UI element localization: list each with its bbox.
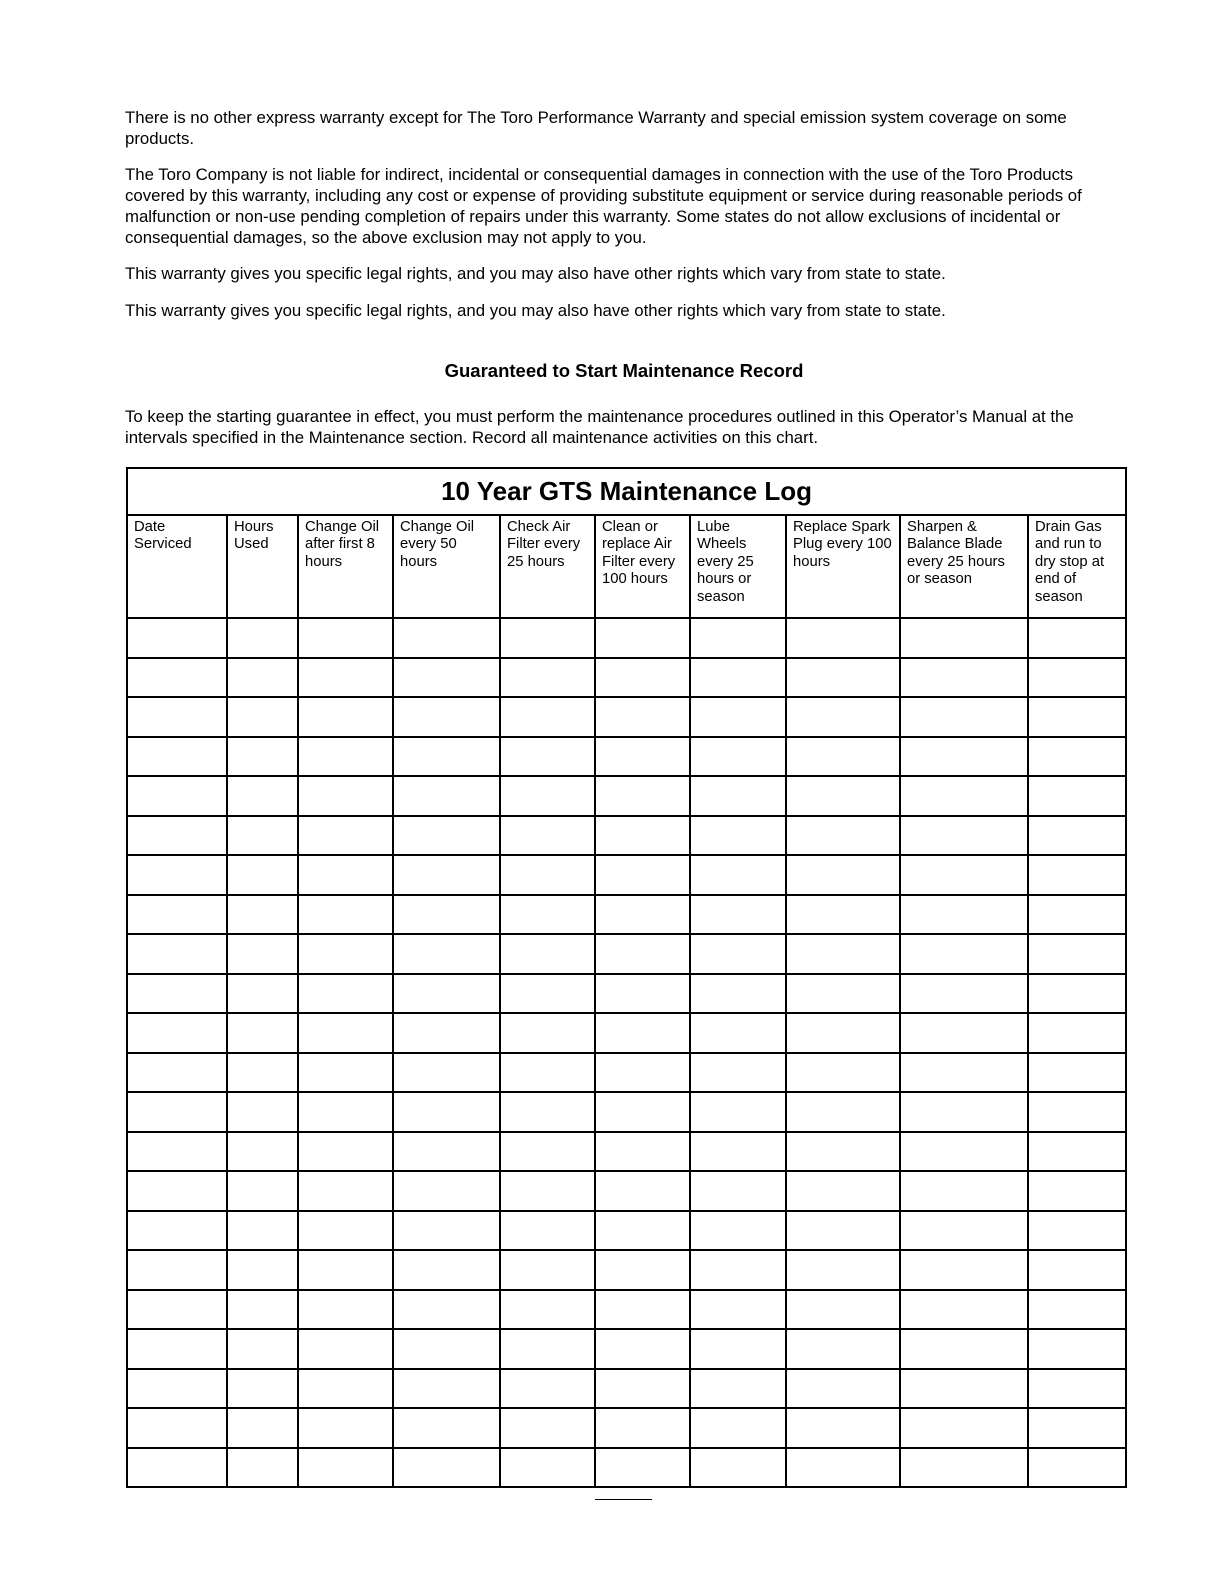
table-row — [127, 934, 1126, 974]
log-entry-cell[interactable] — [1028, 1171, 1126, 1211]
table-row — [127, 1250, 1126, 1290]
log-entry-cell[interactable] — [900, 895, 1028, 935]
log-entry-cell[interactable] — [900, 1250, 1028, 1290]
log-entry-cell[interactable] — [1028, 1250, 1126, 1290]
log-entry-cell[interactable] — [690, 1250, 786, 1290]
log-entry-cell[interactable] — [786, 816, 900, 856]
log-entry-cell[interactable] — [127, 737, 227, 777]
log-entry-cell[interactable] — [127, 697, 227, 737]
warranty-paragraph-liability: The Toro Company is not liable for indirect, incidental or consequential damages in connection with the use of the Toro Products covered by this warranty, including any cost or expense of providing substitute equipment or service during reasonable periods of malfunction or non-use pending completion of repairs under this warranty. Some states do not allow exclusions of incidental or consequential damages, so the above exclusion may not apply to you. — [125, 165, 1082, 247]
log-entry-cell[interactable] — [786, 737, 900, 777]
log-entry-cell[interactable] — [227, 658, 298, 698]
log-entry-cell[interactable] — [1028, 776, 1126, 816]
log-entry-cell[interactable] — [900, 1369, 1028, 1409]
log-entry-cell[interactable] — [393, 1053, 500, 1093]
log-entry-cell[interactable] — [786, 1250, 900, 1290]
log-title: 10 Year GTS Maintenance Log — [127, 468, 1126, 515]
log-entry-cell[interactable] — [127, 618, 227, 658]
log-entry-cell[interactable] — [595, 737, 690, 777]
log-entry-cell[interactable] — [690, 1013, 786, 1053]
log-entry-cell[interactable] — [393, 618, 500, 658]
warranty-paragraph-rights-repeat: This warranty gives you specific legal rights, and you may also have other rights which vary from state to state. — [125, 301, 946, 320]
log-entry-cell[interactable] — [227, 974, 298, 1014]
log-entry-cell[interactable] — [298, 1290, 393, 1330]
log-entry-cell[interactable] — [393, 776, 500, 816]
log-entry-cell[interactable] — [1028, 1369, 1126, 1409]
log-entry-cell[interactable] — [690, 974, 786, 1014]
log-entry-cell[interactable] — [500, 1013, 595, 1053]
log-entry-cell[interactable] — [900, 855, 1028, 895]
log-entry-cell[interactable] — [900, 737, 1028, 777]
footer-rule — [595, 1499, 652, 1500]
log-entry-cell[interactable] — [786, 1408, 900, 1448]
table-row — [127, 1329, 1126, 1369]
log-entry-cell[interactable] — [786, 1171, 900, 1211]
log-entry-cell[interactable] — [786, 895, 900, 935]
log-entry-cell[interactable] — [690, 855, 786, 895]
table-row — [127, 1408, 1126, 1448]
log-entry-cell[interactable] — [298, 1329, 393, 1369]
table-row — [127, 697, 1126, 737]
log-entry-cell[interactable] — [1028, 658, 1126, 698]
log-entry-cell[interactable] — [900, 934, 1028, 974]
log-entry-cell[interactable] — [127, 1013, 227, 1053]
log-entry-cell[interactable] — [500, 974, 595, 1014]
log-entry-cell[interactable] — [298, 1132, 393, 1172]
log-entry-cell[interactable] — [690, 697, 786, 737]
log-entry-cell[interactable] — [127, 934, 227, 974]
log-entry-cell[interactable] — [298, 776, 393, 816]
table-row — [127, 1132, 1126, 1172]
log-entry-cell[interactable] — [227, 1250, 298, 1290]
log-entry-cell[interactable] — [690, 895, 786, 935]
log-entry-cell[interactable] — [500, 697, 595, 737]
log-entry-cell[interactable] — [595, 855, 690, 895]
log-entry-cell[interactable] — [900, 1408, 1028, 1448]
log-entry-cell[interactable] — [393, 1329, 500, 1369]
log-entry-cell[interactable] — [227, 934, 298, 974]
log-entry-cell[interactable] — [690, 737, 786, 777]
log-entry-cell[interactable] — [127, 1132, 227, 1172]
log-entry-cell[interactable] — [227, 1092, 298, 1132]
log-entry-cell[interactable] — [786, 1211, 900, 1251]
log-entry-cell[interactable] — [500, 934, 595, 974]
column-header-date-serviced: Date Serviced — [127, 515, 227, 618]
log-entry-cell[interactable] — [595, 816, 690, 856]
log-entry-cell[interactable] — [227, 1211, 298, 1251]
log-entry-cell[interactable] — [786, 658, 900, 698]
log-entry-cell[interactable] — [298, 1053, 393, 1093]
log-entry-cell[interactable] — [393, 1369, 500, 1409]
log-entry-cell[interactable] — [786, 934, 900, 974]
log-entry-cell[interactable] — [127, 776, 227, 816]
log-entry-cell[interactable] — [227, 737, 298, 777]
log-entry-cell[interactable] — [393, 697, 500, 737]
log-entry-cell[interactable] — [393, 934, 500, 974]
log-entry-cell[interactable] — [127, 855, 227, 895]
section-title: Guaranteed to Start Maintenance Record — [444, 360, 804, 381]
log-entry-cell[interactable] — [500, 776, 595, 816]
table-row — [127, 816, 1126, 856]
column-header-hours-used: Hours Used — [227, 515, 298, 618]
log-entry-cell[interactable] — [1028, 1013, 1126, 1053]
log-entry-cell[interactable] — [500, 1171, 595, 1211]
maintenance-log-table — [126, 467, 1127, 1488]
log-entry-cell[interactable] — [1028, 1053, 1126, 1093]
column-header-change-oil-50: Change Oil every 50 hours — [393, 515, 500, 618]
table-row — [127, 737, 1126, 777]
log-entry-cell[interactable] — [127, 1250, 227, 1290]
log-entry-cell[interactable] — [500, 1408, 595, 1448]
log-entry-cell[interactable] — [900, 658, 1028, 698]
log-entry-cell[interactable] — [900, 1092, 1028, 1132]
log-entry-cell[interactable] — [1028, 618, 1126, 658]
log-entry-cell[interactable] — [786, 618, 900, 658]
log-header-row — [127, 515, 1126, 618]
column-header-drain-gas: Drain Gas and run to dry stop at end of season — [1028, 515, 1126, 618]
table-row — [127, 895, 1126, 935]
log-entry-cell[interactable] — [393, 1211, 500, 1251]
log-entry-cell[interactable] — [595, 1013, 690, 1053]
table-row — [127, 1290, 1126, 1330]
log-entry-cell[interactable] — [298, 895, 393, 935]
log-entry-cell[interactable] — [500, 1329, 595, 1369]
log-entry-cell[interactable] — [227, 618, 298, 658]
log-entry-cell[interactable] — [595, 1250, 690, 1290]
log-entry-cell[interactable] — [786, 697, 900, 737]
table-row — [127, 658, 1126, 698]
log-entry-cell[interactable] — [227, 1132, 298, 1172]
log-entry-cell[interactable] — [500, 1448, 595, 1488]
log-entry-cell[interactable] — [595, 1369, 690, 1409]
log-entry-cell[interactable] — [786, 1290, 900, 1330]
log-entry-cell[interactable] — [1028, 895, 1126, 935]
log-entry-cell[interactable] — [227, 776, 298, 816]
log-entry-cell[interactable] — [298, 1369, 393, 1409]
table-row — [127, 1092, 1126, 1132]
log-entry-cell[interactable] — [500, 816, 595, 856]
log-entry-cell[interactable] — [900, 1053, 1028, 1093]
log-entry-cell[interactable] — [127, 816, 227, 856]
table-row — [127, 1053, 1126, 1093]
table-row — [127, 855, 1126, 895]
log-entry-cell[interactable] — [127, 1053, 227, 1093]
log-entry-cell[interactable] — [298, 1013, 393, 1053]
log-entry-cell[interactable] — [786, 1132, 900, 1172]
log-entry-cell[interactable] — [298, 1211, 393, 1251]
log-entry-cell[interactable] — [127, 974, 227, 1014]
log-entry-cell[interactable] — [786, 776, 900, 816]
log-entry-cell[interactable] — [1028, 1408, 1126, 1448]
log-entry-cell[interactable] — [1028, 1329, 1126, 1369]
log-entry-cell[interactable] — [500, 1290, 595, 1330]
log-entry-cell[interactable] — [690, 1132, 786, 1172]
log-entry-cell[interactable] — [595, 618, 690, 658]
log-entry-cell[interactable] — [900, 1211, 1028, 1251]
log-entry-cell[interactable] — [227, 895, 298, 935]
table-row — [127, 776, 1126, 816]
log-entry-cell[interactable] — [595, 1408, 690, 1448]
log-entry-cell[interactable] — [900, 1448, 1028, 1488]
log-entry-cell[interactable] — [393, 974, 500, 1014]
log-entry-cell[interactable] — [595, 1053, 690, 1093]
log-entry-cell[interactable] — [298, 934, 393, 974]
log-entry-cell[interactable] — [127, 1171, 227, 1211]
log-entry-cell[interactable] — [393, 855, 500, 895]
log-entry-cell[interactable] — [393, 1171, 500, 1211]
log-entry-cell[interactable] — [227, 1329, 298, 1369]
log-entry-cell[interactable] — [227, 1369, 298, 1409]
log-entry-cell[interactable] — [595, 934, 690, 974]
table-row — [127, 1211, 1126, 1251]
log-entry-cell[interactable] — [786, 1092, 900, 1132]
log-entry-cell[interactable] — [690, 618, 786, 658]
log-entry-cell[interactable] — [500, 1250, 595, 1290]
log-entry-cell[interactable] — [393, 1092, 500, 1132]
log-entry-cell[interactable] — [1028, 855, 1126, 895]
log-entry-cell[interactable] — [127, 1211, 227, 1251]
log-entry-cell[interactable] — [500, 895, 595, 935]
log-entry-cell[interactable] — [690, 1329, 786, 1369]
log-entry-cell[interactable] — [393, 1408, 500, 1448]
column-header-spark-plug: Replace Spark Plug every 100 hours — [786, 515, 900, 618]
log-entry-cell[interactable] — [227, 1171, 298, 1211]
log-entry-cell[interactable] — [393, 816, 500, 856]
log-entry-cell[interactable] — [500, 737, 595, 777]
log-entry-cell[interactable] — [298, 1092, 393, 1132]
log-entry-cell[interactable] — [595, 697, 690, 737]
log-entry-cell[interactable] — [1028, 974, 1126, 1014]
log-entry-cell[interactable] — [1028, 737, 1126, 777]
log-entry-cell[interactable] — [900, 697, 1028, 737]
log-entry-cell[interactable] — [690, 658, 786, 698]
log-entry-cell[interactable] — [900, 974, 1028, 1014]
log-entry-cell[interactable] — [500, 1369, 595, 1409]
log-entry-cell[interactable] — [786, 855, 900, 895]
log-entry-cell[interactable] — [786, 974, 900, 1014]
log-entry-cell[interactable] — [298, 618, 393, 658]
log-entry-cell[interactable] — [786, 1329, 900, 1369]
log-entry-cell[interactable] — [786, 1448, 900, 1488]
log-entry-cell[interactable] — [127, 1290, 227, 1330]
log-entry-cell[interactable] — [595, 895, 690, 935]
log-entry-cell[interactable] — [127, 895, 227, 935]
table-row — [127, 1013, 1126, 1053]
log-entry-cell[interactable] — [298, 658, 393, 698]
log-entry-cell[interactable] — [1028, 1448, 1126, 1488]
log-entry-cell[interactable] — [595, 1171, 690, 1211]
log-entry-cell[interactable] — [595, 658, 690, 698]
log-entry-cell[interactable] — [595, 776, 690, 816]
log-entry-cell[interactable] — [298, 974, 393, 1014]
log-entry-cell[interactable] — [127, 1092, 227, 1132]
log-entry-cell[interactable] — [227, 855, 298, 895]
log-entry-cell[interactable] — [595, 1290, 690, 1330]
log-entry-cell[interactable] — [690, 934, 786, 974]
log-entry-cell[interactable] — [227, 1053, 298, 1093]
log-entry-cell[interactable] — [393, 1448, 500, 1488]
log-entry-cell[interactable] — [1028, 697, 1126, 737]
log-entry-cell[interactable] — [298, 1408, 393, 1448]
table-row — [127, 1448, 1126, 1488]
log-entry-cell[interactable] — [298, 855, 393, 895]
log-entry-cell[interactable] — [227, 1290, 298, 1330]
log-entry-cell[interactable] — [127, 1448, 227, 1488]
log-entry-cell[interactable] — [595, 1329, 690, 1369]
log-entry-cell[interactable] — [500, 1053, 595, 1093]
log-entry-cell[interactable] — [690, 1092, 786, 1132]
log-entry-cell[interactable] — [900, 776, 1028, 816]
log-entry-cell[interactable] — [227, 697, 298, 737]
log-entry-cell[interactable] — [227, 1013, 298, 1053]
log-entry-cell[interactable] — [393, 658, 500, 698]
log-entry-cell[interactable] — [298, 1171, 393, 1211]
log-entry-cell[interactable] — [500, 1211, 595, 1251]
log-entry-cell[interactable] — [1028, 816, 1126, 856]
log-entry-cell[interactable] — [393, 737, 500, 777]
log-entry-cell[interactable] — [298, 737, 393, 777]
log-entry-cell[interactable] — [690, 1171, 786, 1211]
log-entry-cell[interactable] — [595, 974, 690, 1014]
log-entry-cell[interactable] — [900, 1132, 1028, 1172]
log-entry-cell[interactable] — [786, 1053, 900, 1093]
column-header-replace-air-filter: Clean or replace Air Filter every 100 hours — [595, 515, 690, 618]
log-body — [127, 618, 1126, 1487]
log-entry-cell[interactable] — [595, 1448, 690, 1488]
log-entry-cell[interactable] — [1028, 1092, 1126, 1132]
log-entry-cell[interactable] — [900, 816, 1028, 856]
log-entry-cell[interactable] — [1028, 1132, 1126, 1172]
log-entry-cell[interactable] — [690, 1369, 786, 1409]
log-entry-cell[interactable] — [500, 658, 595, 698]
column-header-check-air-filter: Check Air Filter every 25 hours — [500, 515, 595, 618]
log-entry-cell[interactable] — [690, 1290, 786, 1330]
warranty-paragraph-express: There is no other express warranty except for The Toro Performance Warranty and special emission system coverage on some products. — [125, 108, 1067, 148]
log-entry-cell[interactable] — [500, 1092, 595, 1132]
table-row — [127, 1171, 1126, 1211]
log-entry-cell[interactable] — [393, 1132, 500, 1172]
log-entry-cell[interactable] — [786, 1013, 900, 1053]
log-entry-cell[interactable] — [690, 816, 786, 856]
log-entry-cell[interactable] — [227, 816, 298, 856]
log-entry-cell[interactable] — [127, 1369, 227, 1409]
log-entry-cell[interactable] — [227, 1408, 298, 1448]
log-entry-cell[interactable] — [500, 1132, 595, 1172]
log-entry-cell[interactable] — [298, 1250, 393, 1290]
log-entry-cell[interactable] — [127, 1329, 227, 1369]
column-header-lube-wheels: Lube Wheels every 25 hours or season — [690, 515, 786, 618]
log-entry-cell[interactable] — [500, 618, 595, 658]
log-entry-cell[interactable] — [1028, 1211, 1126, 1251]
log-entry-cell[interactable] — [900, 1013, 1028, 1053]
log-entry-cell[interactable] — [595, 1132, 690, 1172]
log-entry-cell[interactable] — [690, 1211, 786, 1251]
log-entry-cell[interactable] — [900, 1329, 1028, 1369]
table-row — [127, 1369, 1126, 1409]
log-entry-cell[interactable] — [127, 1408, 227, 1448]
log-entry-cell[interactable] — [298, 816, 393, 856]
log-entry-cell[interactable] — [1028, 934, 1126, 974]
log-entry-cell[interactable] — [127, 658, 227, 698]
log-entry-cell[interactable] — [298, 1448, 393, 1488]
log-entry-cell[interactable] — [227, 1448, 298, 1488]
log-entry-cell[interactable] — [393, 895, 500, 935]
column-header-change-oil-first: Change Oil after first 8 hours — [298, 515, 393, 618]
intro-paragraph: To keep the starting guarantee in effect, you must perform the maintenance procedures outlined in this Operator’s Manual at the intervals specified in the Maintenance section. Record all maintenance activities on this chart. — [125, 407, 1074, 447]
log-entry-cell[interactable] — [393, 1250, 500, 1290]
log-entry-cell[interactable] — [690, 1408, 786, 1448]
log-entry-cell[interactable] — [900, 618, 1028, 658]
log-entry-cell[interactable] — [595, 1092, 690, 1132]
log-entry-cell[interactable] — [595, 1211, 690, 1251]
log-entry-cell[interactable] — [393, 1290, 500, 1330]
log-entry-cell[interactable] — [690, 776, 786, 816]
table-row — [127, 618, 1126, 658]
log-entry-cell[interactable] — [786, 1369, 900, 1409]
log-entry-cell[interactable] — [900, 1171, 1028, 1211]
log-entry-cell[interactable] — [690, 1053, 786, 1093]
column-header-sharpen-blade: Sharpen & Balance Blade every 25 hours or season — [900, 515, 1028, 618]
table-row — [127, 974, 1126, 1014]
log-entry-cell[interactable] — [900, 1290, 1028, 1330]
log-entry-cell[interactable] — [500, 855, 595, 895]
log-entry-cell[interactable] — [690, 1448, 786, 1488]
log-entry-cell[interactable] — [1028, 1290, 1126, 1330]
log-entry-cell[interactable] — [393, 1013, 500, 1053]
warranty-paragraph-rights: This warranty gives you specific legal rights, and you may also have other rights which vary from state to state. — [125, 264, 946, 283]
log-entry-cell[interactable] — [298, 697, 393, 737]
